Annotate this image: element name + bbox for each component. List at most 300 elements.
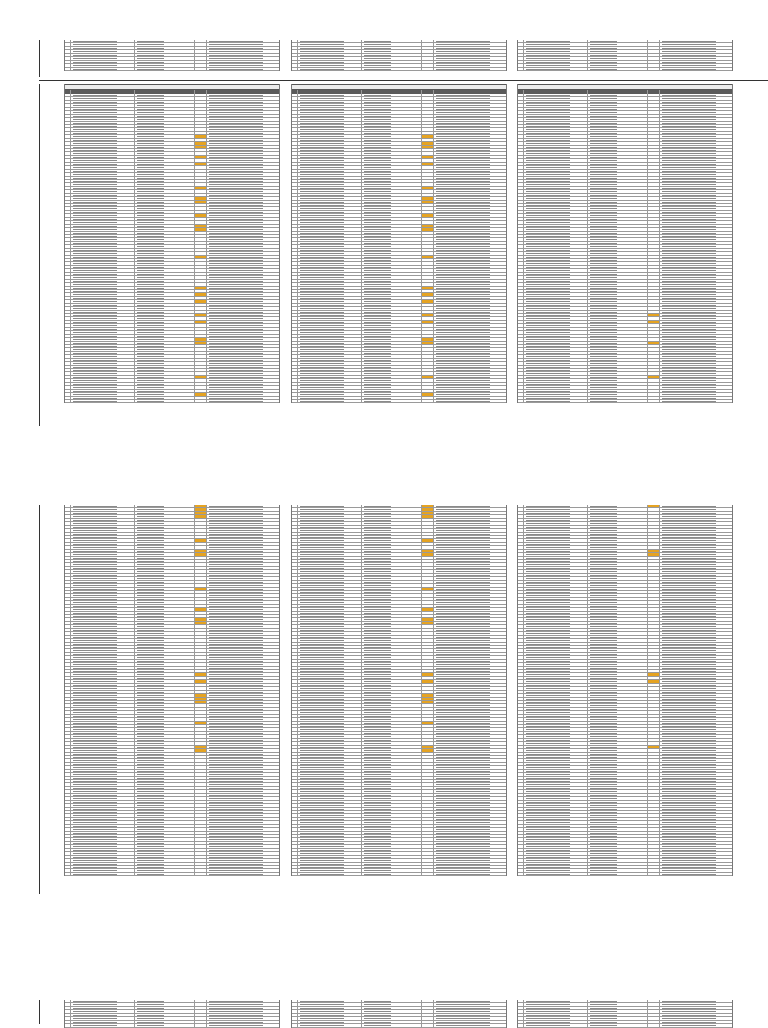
row-id-cell	[71, 1017, 135, 1019]
row-status-cell	[422, 225, 434, 227]
row-id-cell	[71, 873, 135, 875]
row-status-cell	[195, 722, 207, 724]
row-status-cell	[648, 553, 660, 555]
row-id-cell	[524, 522, 588, 524]
row-status-cell	[195, 194, 207, 196]
row-status-cell	[422, 770, 434, 772]
data-table	[517, 40, 733, 71]
row-name-cell	[362, 348, 422, 350]
row-unit-cell	[660, 749, 732, 751]
row-id-cell	[524, 149, 588, 151]
row-name-cell	[362, 694, 422, 696]
row-name-cell	[362, 663, 422, 665]
row-name-cell	[362, 563, 422, 565]
row-id-cell	[524, 269, 588, 271]
row-id-cell	[524, 646, 588, 648]
row-status-cell	[422, 670, 434, 672]
row-name-cell	[588, 314, 648, 316]
row-name-cell	[135, 828, 195, 830]
row-id-cell	[71, 228, 135, 230]
row-status-cell	[648, 187, 660, 189]
row-name-cell	[135, 780, 195, 782]
row-name-cell	[135, 1000, 195, 1002]
row-name-cell	[362, 773, 422, 775]
row-name-cell	[362, 746, 422, 748]
row-unit-cell	[660, 759, 732, 761]
row-id-cell	[298, 663, 362, 665]
row-status-cell	[648, 790, 660, 792]
row-status-cell	[422, 618, 434, 620]
row-id-cell	[71, 673, 135, 675]
row-id-cell	[524, 739, 588, 741]
row-id-cell	[524, 115, 588, 117]
row-status-cell	[648, 128, 660, 130]
row-status-cell	[195, 763, 207, 765]
row-unit-cell	[434, 57, 506, 59]
row-name-cell	[362, 115, 422, 117]
row-unit-cell	[434, 536, 506, 538]
row-name-cell	[588, 283, 648, 285]
row-name-cell	[362, 598, 422, 600]
row-status-cell	[195, 519, 207, 521]
row-name-cell	[135, 1014, 195, 1016]
row-name-cell	[135, 201, 195, 203]
row-name-cell	[135, 832, 195, 834]
row-status-cell	[422, 718, 434, 720]
row-name-cell	[135, 852, 195, 854]
row-status-cell	[422, 749, 434, 751]
row-status-cell	[195, 749, 207, 751]
row-unit-cell	[660, 1000, 732, 1002]
row-id-cell	[71, 262, 135, 264]
row-status-cell	[648, 324, 660, 326]
row-name-cell	[135, 753, 195, 755]
row-id-cell	[524, 304, 588, 306]
row-unit-cell	[207, 859, 279, 861]
row-name-cell	[135, 660, 195, 662]
row-unit-cell	[207, 543, 279, 545]
row-id-cell	[298, 718, 362, 720]
row-status-cell	[195, 180, 207, 182]
row-name-cell	[135, 694, 195, 696]
row-status-cell	[195, 667, 207, 669]
row-name-cell	[135, 194, 195, 196]
row-unit-cell	[434, 342, 506, 344]
row-id-cell	[71, 636, 135, 638]
row-id-cell	[524, 759, 588, 761]
row-name-cell	[588, 393, 648, 395]
row-status-cell	[648, 835, 660, 837]
row-status-cell	[422, 335, 434, 337]
row-name-cell	[588, 43, 648, 45]
row-id-cell	[524, 180, 588, 182]
row-id-cell	[298, 704, 362, 706]
row-unit-cell	[660, 218, 732, 220]
row-unit-cell	[660, 560, 732, 562]
row-status-cell	[422, 519, 434, 521]
row-name-cell	[588, 601, 648, 603]
row-unit-cell	[660, 287, 732, 289]
row-status-cell	[195, 632, 207, 634]
row-id-cell	[298, 287, 362, 289]
row-name-cell	[135, 211, 195, 213]
row-status-cell	[648, 560, 660, 562]
row-id-cell	[71, 701, 135, 703]
row-name-cell	[362, 321, 422, 323]
row-unit-cell	[434, 204, 506, 206]
row-unit-cell	[207, 519, 279, 521]
row-status-cell	[648, 601, 660, 603]
row-status-cell	[648, 608, 660, 610]
row-name-cell	[135, 159, 195, 161]
row-status-cell	[422, 321, 434, 323]
row-unit-cell	[660, 61, 732, 63]
row-status-cell	[648, 366, 660, 368]
row-status-cell	[648, 249, 660, 251]
row-status-cell	[648, 273, 660, 275]
row-status-cell	[422, 64, 434, 66]
row-name-cell	[588, 256, 648, 258]
row-status-cell	[422, 842, 434, 844]
row-status-cell	[422, 40, 434, 42]
row-name-cell	[135, 557, 195, 559]
row-unit-cell	[207, 225, 279, 227]
row-unit-cell	[434, 808, 506, 810]
row-id-cell	[298, 863, 362, 865]
row-name-cell	[362, 584, 422, 586]
row-name-cell	[135, 636, 195, 638]
row-unit-cell	[207, 653, 279, 655]
row-status-cell	[422, 94, 434, 96]
row-unit-cell	[434, 40, 506, 42]
row-id-cell	[524, 773, 588, 775]
row-status-cell	[648, 811, 660, 813]
row-name-cell	[135, 132, 195, 134]
row-name-cell	[135, 615, 195, 617]
row-name-cell	[135, 249, 195, 251]
row-id-cell	[298, 214, 362, 216]
row-unit-cell	[207, 732, 279, 734]
row-unit-cell	[434, 190, 506, 192]
row-unit-cell	[660, 698, 732, 700]
row-unit-cell	[660, 125, 732, 127]
row-name-cell	[362, 536, 422, 538]
row-id-cell	[524, 94, 588, 96]
row-unit-cell	[207, 390, 279, 392]
row-id-cell	[298, 290, 362, 292]
row-id-cell	[71, 390, 135, 392]
row-unit-cell	[660, 348, 732, 350]
row-id-cell	[524, 519, 588, 521]
row-name-cell	[362, 828, 422, 830]
row-name-cell	[135, 643, 195, 645]
row-status-cell	[648, 660, 660, 662]
row-unit-cell	[434, 180, 506, 182]
row-name-cell	[362, 1003, 422, 1005]
row-unit-cell	[434, 283, 506, 285]
row-unit-cell	[434, 159, 506, 161]
row-unit-cell	[434, 680, 506, 682]
row-id-cell	[71, 653, 135, 655]
row-name-cell	[588, 170, 648, 172]
row-name-cell	[362, 139, 422, 141]
row-status-cell	[422, 204, 434, 206]
row-id-cell	[524, 54, 588, 56]
row-status-cell	[422, 701, 434, 703]
row-unit-cell	[207, 660, 279, 662]
row-status-cell	[195, 50, 207, 52]
row-unit-cell	[207, 259, 279, 261]
row-status-cell	[195, 1000, 207, 1002]
row-unit-cell	[660, 259, 732, 261]
row-status-cell	[195, 852, 207, 854]
row-status-cell	[422, 252, 434, 254]
row-unit-cell	[207, 1010, 279, 1012]
row-name-cell	[135, 522, 195, 524]
row-id-cell	[71, 725, 135, 727]
row-status-cell	[422, 221, 434, 223]
row-id-cell	[524, 348, 588, 350]
row-status-cell	[422, 104, 434, 106]
row-id-cell	[298, 1000, 362, 1002]
row-status-cell	[648, 529, 660, 531]
row-status-cell	[195, 173, 207, 175]
row-status-cell	[195, 508, 207, 510]
row-name-cell	[135, 335, 195, 337]
row-unit-cell	[660, 656, 732, 658]
row-unit-cell	[207, 821, 279, 823]
row-unit-cell	[660, 512, 732, 514]
row-name-cell	[362, 290, 422, 292]
row-status-cell	[195, 588, 207, 590]
row-name-cell	[588, 869, 648, 871]
row-id-cell	[524, 68, 588, 70]
row-name-cell	[135, 152, 195, 154]
row-id-cell	[298, 135, 362, 137]
row-status-cell	[422, 345, 434, 347]
row-status-cell	[195, 529, 207, 531]
row-id-cell	[524, 390, 588, 392]
row-id-cell	[71, 704, 135, 706]
row-status-cell	[422, 725, 434, 727]
row-name-cell	[135, 770, 195, 772]
row-id-cell	[298, 238, 362, 240]
row-status-cell	[648, 567, 660, 569]
row-id-cell	[71, 835, 135, 837]
row-status-cell	[195, 577, 207, 579]
row-status-cell	[422, 832, 434, 834]
row-unit-cell	[207, 331, 279, 333]
row-status-cell	[195, 536, 207, 538]
row-unit-cell	[207, 804, 279, 806]
row-status-cell	[648, 505, 660, 507]
row-unit-cell	[660, 383, 732, 385]
row-id-cell	[71, 317, 135, 319]
row-unit-cell	[434, 125, 506, 127]
row-name-cell	[362, 835, 422, 837]
row-unit-cell	[434, 238, 506, 240]
row-id-cell	[298, 97, 362, 99]
row-status-cell	[422, 529, 434, 531]
row-id-cell	[71, 615, 135, 617]
row-unit-cell	[207, 680, 279, 682]
row-status-cell	[648, 632, 660, 634]
row-unit-cell	[434, 508, 506, 510]
row-id-cell	[71, 190, 135, 192]
row-id-cell	[298, 118, 362, 120]
row-id-cell	[71, 790, 135, 792]
row-unit-cell	[434, 598, 506, 600]
row-name-cell	[362, 228, 422, 230]
row-name-cell	[588, 54, 648, 56]
row-id-cell	[71, 677, 135, 679]
row-unit-cell	[207, 557, 279, 559]
row-id-cell	[524, 152, 588, 154]
row-id-cell	[298, 618, 362, 620]
row-name-cell	[362, 821, 422, 823]
row-id-cell	[71, 125, 135, 127]
row-id-cell	[298, 321, 362, 323]
row-name-cell	[588, 608, 648, 610]
row-status-cell	[648, 825, 660, 827]
row-id-cell	[71, 252, 135, 254]
row-id-cell	[524, 366, 588, 368]
row-id-cell	[524, 218, 588, 220]
row-name-cell	[588, 588, 648, 590]
row-unit-cell	[207, 759, 279, 761]
row-name-cell	[588, 598, 648, 600]
row-id-cell	[71, 667, 135, 669]
row-status-cell	[195, 704, 207, 706]
row-status-cell	[648, 338, 660, 340]
row-id-cell	[298, 653, 362, 655]
row-status-cell	[648, 653, 660, 655]
row-unit-cell	[207, 287, 279, 289]
row-id-cell	[524, 715, 588, 717]
row-status-cell	[422, 139, 434, 141]
row-name-cell	[362, 646, 422, 648]
row-name-cell	[135, 698, 195, 700]
row-status-cell	[648, 97, 660, 99]
row-id-cell	[71, 204, 135, 206]
row-unit-cell	[434, 515, 506, 517]
row-name-cell	[135, 866, 195, 868]
row-status-cell	[648, 557, 660, 559]
row-status-cell	[648, 311, 660, 313]
row-status-cell	[422, 280, 434, 282]
row-status-cell	[195, 1017, 207, 1019]
row-name-cell	[362, 1007, 422, 1009]
row-name-cell	[588, 366, 648, 368]
row-id-cell	[524, 533, 588, 535]
row-name-cell	[588, 842, 648, 844]
row-status-cell	[648, 746, 660, 748]
row-name-cell	[588, 832, 648, 834]
row-unit-cell	[207, 1021, 279, 1023]
row-id-cell	[71, 732, 135, 734]
row-unit-cell	[660, 838, 732, 840]
row-id-cell	[71, 594, 135, 596]
row-name-cell	[135, 307, 195, 309]
row-unit-cell	[660, 608, 732, 610]
row-name-cell	[135, 190, 195, 192]
row-name-cell	[362, 753, 422, 755]
row-unit-cell	[207, 698, 279, 700]
row-name-cell	[135, 777, 195, 779]
row-id-cell	[71, 787, 135, 789]
row-name-cell	[135, 639, 195, 641]
row-id-cell	[524, 790, 588, 792]
row-id-cell	[298, 201, 362, 203]
row-status-cell	[648, 235, 660, 237]
row-status-cell	[195, 790, 207, 792]
row-unit-cell	[660, 266, 732, 268]
row-unit-cell	[207, 766, 279, 768]
row-id-cell	[71, 245, 135, 247]
row-status-cell	[422, 567, 434, 569]
row-unit-cell	[434, 311, 506, 313]
row-name-cell	[588, 811, 648, 813]
row-unit-cell	[660, 801, 732, 803]
row-id-cell	[298, 643, 362, 645]
row-status-cell	[648, 108, 660, 110]
row-status-cell	[195, 379, 207, 381]
data-table	[64, 40, 280, 71]
row-id-cell	[71, 643, 135, 645]
row-name-cell	[362, 808, 422, 810]
row-id-cell	[71, 825, 135, 827]
row-name-cell	[588, 519, 648, 521]
row-unit-cell	[207, 526, 279, 528]
row-status-cell	[422, 293, 434, 295]
row-status-cell	[422, 269, 434, 271]
row-unit-cell	[660, 245, 732, 247]
row-name-cell	[362, 338, 422, 340]
row-name-cell	[135, 515, 195, 517]
row-status-cell	[648, 574, 660, 576]
row-name-cell	[588, 794, 648, 796]
row-unit-cell	[660, 335, 732, 337]
row-unit-cell	[660, 526, 732, 528]
row-status-cell	[648, 766, 660, 768]
row-id-cell	[298, 262, 362, 264]
row-status-cell	[195, 97, 207, 99]
row-status-cell	[422, 694, 434, 696]
row-status-cell	[648, 379, 660, 381]
row-unit-cell	[434, 615, 506, 617]
row-name-cell	[135, 252, 195, 254]
row-unit-cell	[434, 262, 506, 264]
row-name-cell	[135, 591, 195, 593]
row-id-cell	[298, 128, 362, 130]
row-status-cell	[195, 355, 207, 357]
row-unit-cell	[434, 718, 506, 720]
row-status-cell	[648, 694, 660, 696]
row-unit-cell	[660, 591, 732, 593]
row-name-cell	[135, 749, 195, 751]
row-status-cell	[422, 777, 434, 779]
row-status-cell	[648, 618, 660, 620]
row-name-cell	[362, 104, 422, 106]
row-name-cell	[588, 166, 648, 168]
row-unit-cell	[434, 366, 506, 368]
row-id-cell	[71, 625, 135, 627]
row-status-cell	[422, 1003, 434, 1005]
row-name-cell	[135, 711, 195, 713]
row-id-cell	[298, 304, 362, 306]
row-name-cell	[362, 715, 422, 717]
row-id-cell	[524, 770, 588, 772]
